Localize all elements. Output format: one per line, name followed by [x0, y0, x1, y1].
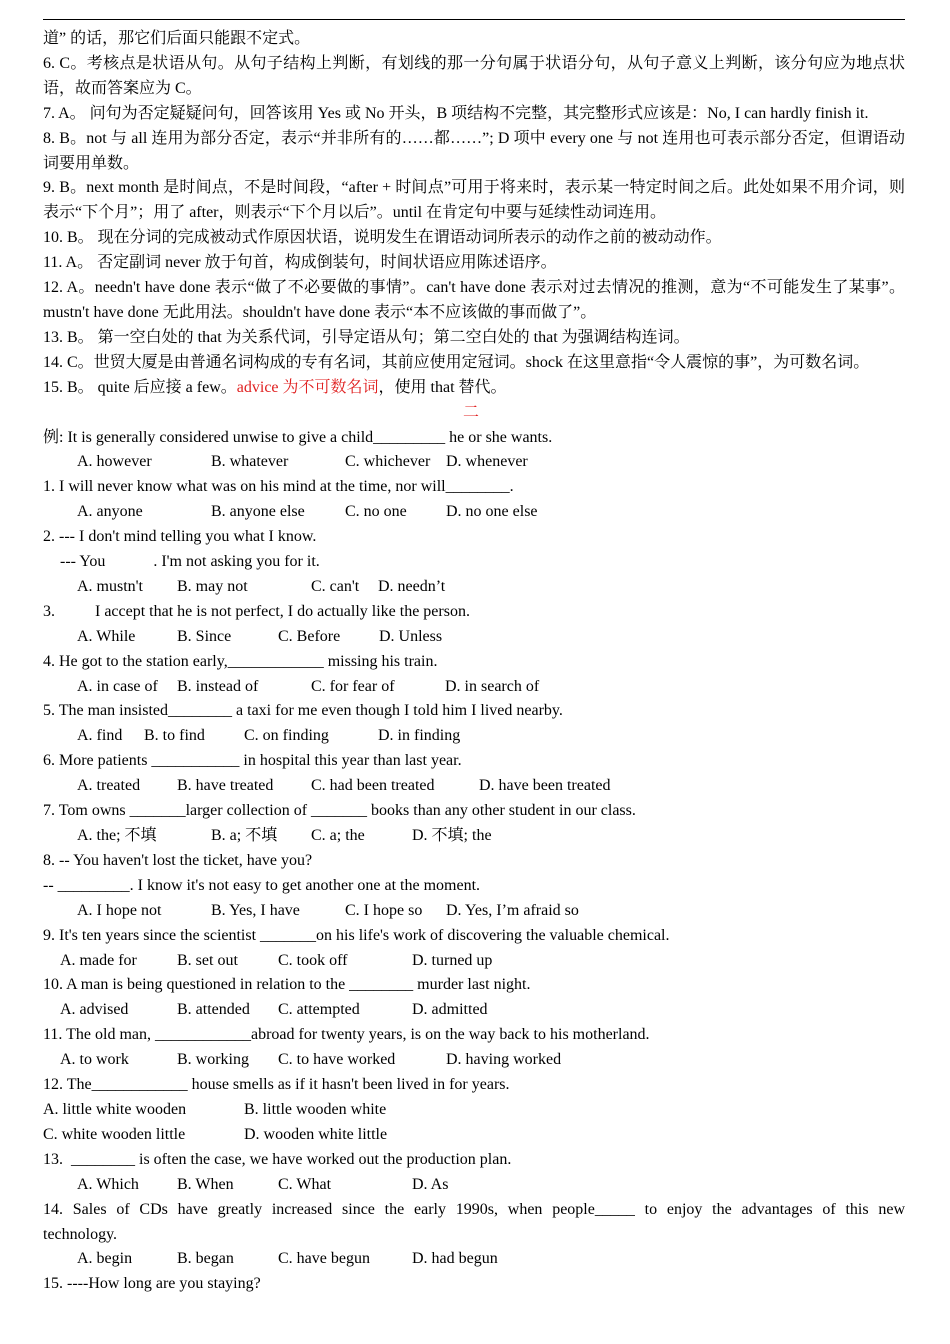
- option-a: A. mustn't: [77, 577, 143, 595]
- option-c: C. a; the: [311, 827, 365, 844]
- option-b: B. anyone else: [211, 503, 305, 521]
- option-a: A. made for: [60, 951, 137, 969]
- option-c: C. have begun: [278, 1250, 370, 1268]
- answer-explanation-15: 15. B。 quite 后应接 a few。advice 为不可数名词，使用 that 替代。: [43, 378, 507, 396]
- question-6-options: [43, 774, 905, 799]
- question-3-stem: 3. I accept that he is not perfect, I do actually like the person.: [43, 602, 470, 620]
- question-11-options: [43, 1048, 905, 1073]
- section-title: 二: [462, 403, 479, 421]
- question-10-options: [43, 998, 905, 1023]
- option-c: C. no one: [345, 503, 407, 521]
- option-b: B. may not: [177, 577, 248, 595]
- answer-explanation-8: 8. B。not 与 all 连用为部分否定，表示“并非所有的……都……”; D 项中 every one 与 not 连用也可表示部分否定，但谓语动词要用单数。: [43, 129, 905, 172]
- option-a: A. find: [77, 727, 123, 745]
- option-c: C. Before: [278, 627, 341, 645]
- header-rule: [43, 19, 905, 20]
- answer-explanation-10: 10. B。 现在分词的完成被动式作原因状语，说明发生在谓语动词所表示的动作之前的被动动作。: [43, 229, 722, 247]
- option-c: C. on finding: [244, 727, 329, 745]
- question-12-stem: 12. The____________ house smells as if it hasn't been lived in for years.: [43, 1076, 510, 1094]
- option-c: C. whichever: [345, 453, 431, 471]
- option-d: D. in search of: [445, 677, 540, 695]
- option-b: B. set out: [177, 951, 238, 969]
- answer-explanation-7: 7. A。 问句为否定疑疑问句，回答该用 Yes 或 No 开头，B 项结构不完整，其完整形式应该是：No, I can hardly finish it.: [43, 104, 869, 122]
- question-5-stem: 5. The man insisted________ a taxi for me even though I told him I lived nearby.: [43, 702, 563, 720]
- option-b: B. to find: [144, 727, 205, 745]
- question-11-stem: 11. The old man, ____________abroad for twenty years, is on the way back to his motherland.: [43, 1026, 650, 1044]
- option-b: B. When: [177, 1175, 234, 1193]
- option-b: B. a; 不填: [211, 827, 278, 844]
- option-d: D. wooden white little: [244, 1125, 388, 1143]
- option-d: D. admitted: [412, 1001, 488, 1019]
- option-a: A. treated: [77, 777, 141, 795]
- option-c: C. white wooden little: [43, 1125, 186, 1143]
- question-4-stem: 4. He got to the station early,____________ missing his train.: [43, 652, 438, 670]
- answer-line: 道” 的话，那它们后面只能跟不定式。: [43, 30, 311, 47]
- option-c: C. for fear of: [311, 677, 395, 695]
- option-d: D. in finding: [378, 727, 461, 745]
- example-options: [43, 450, 905, 475]
- option-d: D. had begun: [412, 1250, 498, 1268]
- question-15-stem: 15. ----How long are you staying?: [43, 1275, 261, 1293]
- option-c: C. took off: [278, 951, 348, 969]
- option-c: C. I hope so: [345, 901, 423, 919]
- option-b: B. working: [177, 1051, 249, 1069]
- answer-explanation-9: 9. B。next month 是时间点，不是时间段，“after + 时间点”可用于将来时，表示某一特定时间之后。此处如果不用介词，则表示“下个月”；用了 after，则表示“下个月以后”。until 在肯定句中要与延续性动词连用。: [43, 179, 905, 222]
- question-9-options: [43, 949, 905, 974]
- option-b: B. have treated: [177, 777, 274, 795]
- option-a: A. in case of: [77, 677, 158, 695]
- question-2-reply: --- You . I'm not asking you for it.: [60, 553, 320, 571]
- option-a: A. little white wooden: [43, 1100, 187, 1118]
- question-9-stem: 9. It's ten years since the scientist _______on his life's work of discovering the valuable chemical.: [43, 926, 670, 944]
- option-a: A. however: [77, 453, 152, 471]
- option-b: B. attended: [177, 1001, 250, 1019]
- option-c: C. attempted: [278, 1001, 360, 1019]
- question-12-options-ab: [43, 1098, 905, 1123]
- question-10-stem: 10. A man is being questioned in relation to the ________ murder last night.: [43, 976, 531, 994]
- option-a: A. While: [77, 627, 136, 645]
- answer-explanation-11: 11. A。 否定副词 never 放于句首，构成倒装句，时间状语应用陈述语序。: [43, 254, 557, 272]
- question-6-stem: 6. More patients ___________ in hospital this year than last year.: [43, 752, 462, 770]
- option-d: D. 不填; the: [412, 827, 492, 844]
- question-14-line-1: 14. Sales of CDs have greatly increased since the early 1990s, when people_____ to enjoy the advantages of this new: [43, 1200, 905, 1218]
- option-c: C. had been treated: [311, 777, 435, 795]
- option-d: D. whenever: [446, 453, 528, 471]
- option-a: A. I hope not: [77, 901, 162, 919]
- option-c: C. can't: [311, 577, 360, 595]
- option-b: B. instead of: [177, 677, 259, 695]
- document-body: [43, 27, 905, 1297]
- option-b: B. Yes, I have: [211, 901, 300, 919]
- question-7-stem: 7. Tom owns _______larger collection of _______ books than any other student in our class.: [43, 802, 636, 820]
- option-a: A. advised: [60, 1001, 129, 1019]
- answer-explanation-14: 14. C。世贸大厦是由普通名词构成的专有名词，其前应使用定冠词。shock 在这里意指“令人震惊的事”，为可数名词。: [43, 353, 870, 371]
- question-13-stem: 13. ________ is often the case, we have worked out the production plan.: [43, 1150, 512, 1168]
- option-b: B. whatever: [211, 453, 289, 471]
- option-a: A. begin: [77, 1250, 133, 1268]
- question-8-reply: -- _________. I know it's not easy to get another one at the moment.: [43, 876, 481, 894]
- option-d: D. have been treated: [479, 777, 611, 795]
- option-d: D. having worked: [446, 1051, 562, 1069]
- question-3-options: [43, 625, 905, 650]
- option-d: D. Yes, I’m afraid so: [446, 901, 579, 919]
- question-12-options-cd: [43, 1123, 905, 1148]
- question-8-options: [43, 899, 905, 924]
- option-a: A. Which: [77, 1175, 139, 1193]
- option-d: D. As: [412, 1175, 449, 1193]
- option-d: D. Unless: [379, 627, 443, 645]
- answer-explanation-12: 12. A。needn't have done 表示“做了不必要做的事情”。can't have done 表示对过去情况的推测，意为“不可能发生了某事”。mustn't have done 无此用法。shouldn't have done 表示“本不应该做的事而做了”。: [43, 279, 905, 321]
- question-1-options: [43, 500, 905, 525]
- question-14-options: [43, 1247, 905, 1272]
- question-1-stem: 1. I will never know what was on his mind at the time, nor will________.: [43, 478, 514, 496]
- option-b: B. began: [177, 1250, 234, 1268]
- option-a: A. the; 不填: [77, 827, 157, 844]
- example-stem: 例: It is generally considered unwise to give a child_________ he or she wants.: [43, 428, 553, 446]
- option-d: D. turned up: [412, 951, 493, 969]
- option-d: D. needn’t: [378, 577, 446, 595]
- option-b: B. Since: [177, 627, 232, 645]
- highlighted-note: advice 为不可数名词: [236, 378, 379, 396]
- question-14-stem: [43, 1198, 905, 1248]
- question-8-stem: 8. -- You haven't lost the ticket, have you?: [43, 851, 313, 869]
- option-d: D. no one else: [446, 503, 538, 521]
- option-b: B. little wooden white: [244, 1100, 387, 1118]
- question-2-stem: 2. --- I don't mind telling you what I know.: [43, 528, 317, 546]
- question-2-options: [43, 575, 905, 600]
- question-7-options: [43, 824, 905, 849]
- option-c: C. to have worked: [278, 1051, 396, 1069]
- answer-explanation-13: 13. B。 第一空白处的 that 为关系代词，引导定语从句；第二空白处的 that 为强调结构连词。: [43, 328, 690, 346]
- option-a: A. to work: [60, 1051, 129, 1069]
- option-a: A. anyone: [77, 503, 143, 521]
- question-14-line-2: technology.: [43, 1225, 118, 1243]
- question-5-options: [43, 724, 905, 749]
- answer-explanation-6: 6. C。考核点是状语从句。从句子结构上判断，有划线的那一分句属于状语分句，从句子意义上判断，该分句应为地点状语，故而答案应为 C。: [43, 54, 905, 97]
- question-4-options: [43, 675, 905, 700]
- option-c: C. What: [278, 1175, 332, 1193]
- question-13-options: [43, 1173, 905, 1198]
